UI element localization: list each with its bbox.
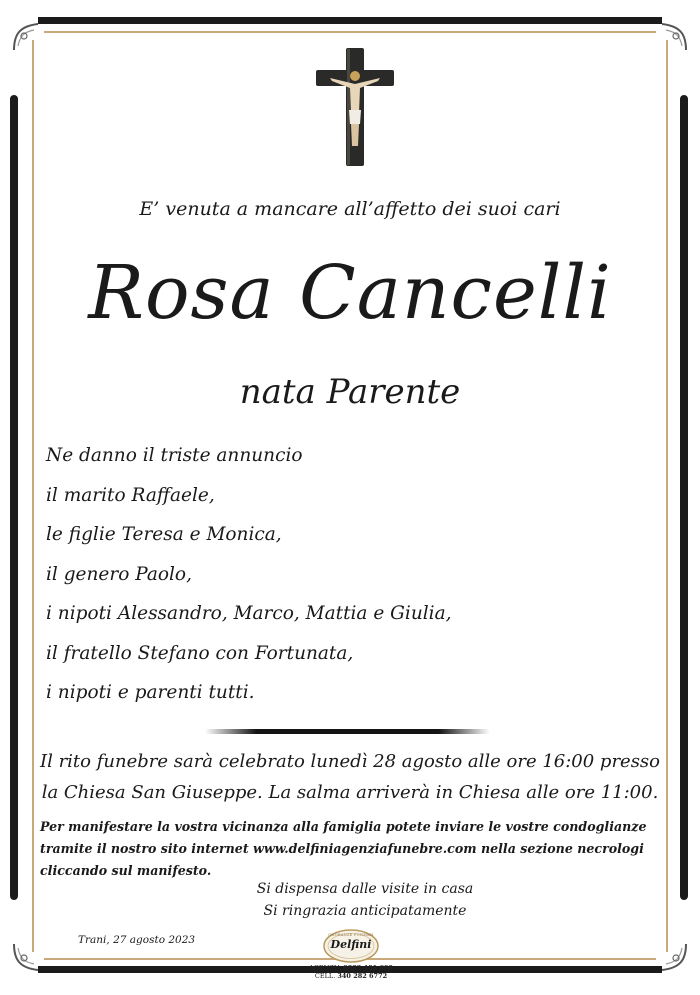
agency-cell: 340 282 6772 [337, 972, 388, 980]
agency-name: Delfini [330, 938, 372, 951]
note-line: Si dispensa dalle visite in casa [256, 881, 474, 897]
condolences-line: cliccando sul manifesto. [40, 863, 212, 878]
divider-line [205, 729, 490, 734]
deceased-name: Rosa Cancelli [88, 250, 612, 336]
corner-ornament-icon [10, 20, 44, 54]
closing-notes [0, 878, 700, 922]
agency-phone: 0883 481 608 [343, 964, 393, 972]
agency-label: AGENZIA [309, 964, 342, 972]
condolences-line: tramite il nostro sito internet www.delfiniagenziafunebre.com nella sezione necrologi [40, 841, 644, 856]
place-date: Trani, 27 agosto 2023 [78, 934, 196, 946]
frame-inner-right-line [666, 40, 668, 952]
family-line: i nipoti Alessandro, Marco, Mattia e Giulia, [46, 603, 452, 624]
family-line: il marito Raffaele, [46, 484, 215, 506]
family-line: il fratello Stefano con Fortunata, [46, 642, 354, 664]
frame-top-bar [38, 17, 662, 24]
agency-phone-row [302, 964, 400, 972]
condolences-notice [40, 816, 665, 882]
note-line: Si ringrazia anticipatamente [263, 903, 467, 919]
agency-cell-label: CELL. [314, 972, 336, 980]
rite-line: la Chiesa San Giuseppe. La salma arriverà in Chiesa alle ore 11:00. [41, 782, 659, 803]
agency-cell-row [302, 972, 400, 980]
family-line: i nipoti e parenti tutti. [46, 682, 255, 703]
family-line: le figlie Teresa e Monica, [46, 524, 282, 545]
funeral-rite [0, 746, 700, 808]
family-line: il genero Paolo, [46, 563, 192, 585]
maiden-name: nata Parente [239, 372, 461, 412]
corner-ornament-icon [656, 20, 690, 54]
family-line: Ne danno il triste annuncio [46, 445, 303, 466]
frame-inner-left-line [32, 40, 34, 952]
frame-inner-top-line [44, 31, 656, 33]
intro-text: E’ venuta a mancare all’affetto dei suoi cari [139, 198, 561, 220]
corner-ornament-icon [10, 940, 44, 974]
rite-line: Il rito funebre sarà celebrato lunedì 28 agosto alle ore 16:00 presso [39, 751, 661, 772]
crucifix-icon [316, 48, 394, 166]
agency-logo [302, 928, 400, 982]
condolences-line: Per manifestare la vostra vicinanza alla famiglia potete inviare le vostre condoglianze [40, 819, 647, 834]
corner-ornament-icon [656, 940, 690, 974]
family-list [46, 442, 646, 719]
agency-arc-text: ONORANZE FUNEBRI [328, 933, 374, 937]
